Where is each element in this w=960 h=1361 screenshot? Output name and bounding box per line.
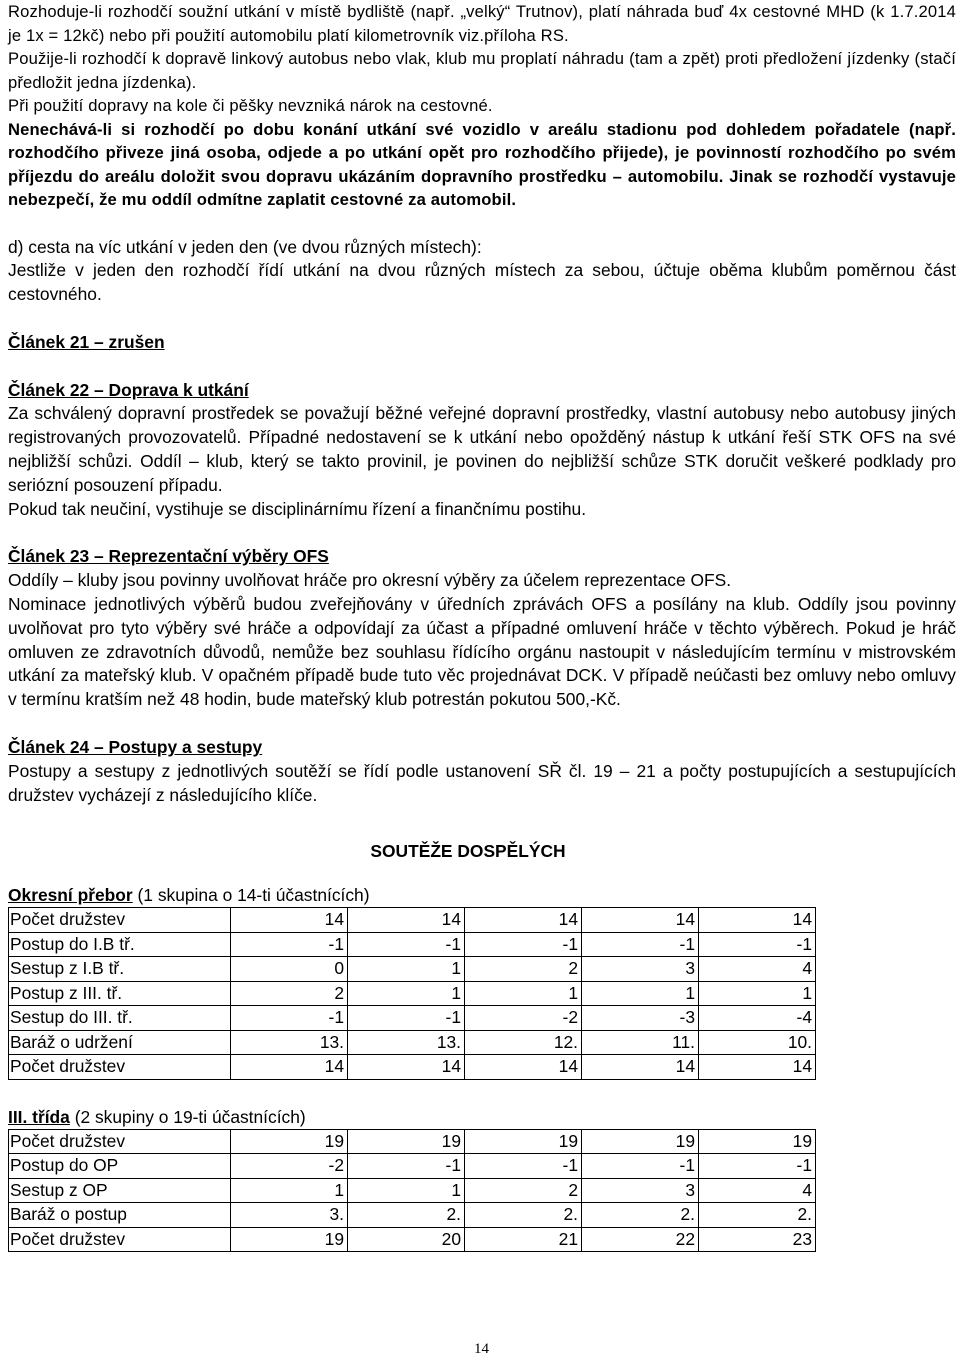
article-24-text: Postupy a sestupy z jednotlivých soutěží se řídí podle ustanovení SŘ čl. 19 – 21 a počty postupujících a sestupujících družstev vycházejí z následujícího klíče.	[8, 760, 956, 805]
table-cell: 14	[699, 908, 816, 933]
table-cell: -1	[231, 932, 348, 957]
table-cell: 1	[348, 1178, 465, 1203]
table-cell: 21	[465, 1227, 582, 1252]
row-label: Postup do I.B tř.	[9, 932, 231, 957]
okresni-prebor-table	[8, 907, 816, 1080]
intro-paragraph-2: Použije-li rozhodčí k dopravě linkový autobus nebo vlak, klub mu proplatí náhradu (tam a zpět) proti předložení jízdenky (stačí předložit jedna jízdenka).	[8, 49, 956, 92]
table-cell: 13.	[348, 1030, 465, 1055]
table-cell: -1	[699, 932, 816, 957]
table-cell: 2	[465, 1178, 582, 1203]
table-cell: 14	[231, 1055, 348, 1080]
table-cell: -1	[699, 1154, 816, 1179]
table-cell: 0	[231, 957, 348, 982]
table-row	[9, 932, 816, 957]
table-cell: 4	[699, 957, 816, 982]
table-cell: -1	[582, 932, 699, 957]
intro-paragraph-3: Při použití dopravy na kole či pěšky nevzniká nárok na cestovné.	[8, 96, 493, 115]
document-page	[8, 0, 956, 1252]
table-row	[9, 1006, 816, 1031]
row-label: Baráž o postup	[9, 1203, 231, 1228]
table-cell: -1	[465, 1154, 582, 1179]
table-row	[9, 1227, 816, 1252]
table-cell: 19	[231, 1227, 348, 1252]
table-cell: -1	[231, 1006, 348, 1031]
table-cell: 14	[582, 908, 699, 933]
section-d-text: Jestliže v jeden den rozhodčí řídí utkání na dvou různých místech za sebou, účtuje oběma klubům poměrnou část cestovného.	[8, 260, 956, 305]
table-cell: 2	[465, 957, 582, 982]
table-cell: 13.	[231, 1030, 348, 1055]
table-cell: 12.	[465, 1030, 582, 1055]
row-label: Počet družstev	[9, 1129, 231, 1154]
table-cell: 14	[582, 1055, 699, 1080]
table-cell: 19	[699, 1129, 816, 1154]
table-cell: -1	[582, 1154, 699, 1179]
article-22-text: Za schválený dopravní prostředek se považují běžné veřejné dopravní prostředky, vlastní autobusy nebo autobusy jiných registrovaných provozovatelů. Případné nedostavení se k utkání nebo opožděný nástup k utkání řeší STK OFS na své nejbližší schůzi. Oddíl – klub, který se takto provinil, je povinen do nejbližší schůze STK doručit veškeré podklady pro seriózní posouzení případu.	[8, 403, 956, 495]
table-cell: 19	[465, 1129, 582, 1154]
table-cell: 1	[348, 981, 465, 1006]
table-cell: -1	[348, 1006, 465, 1031]
table-row	[9, 1178, 816, 1203]
table-cell: 3	[582, 957, 699, 982]
table-cell: -1	[465, 932, 582, 957]
table-cell: 2	[231, 981, 348, 1006]
article-23-line-1: Oddíly – kluby jsou povinny uvolňovat hráče pro okresní výběry za účelem reprezentace OFS.	[8, 570, 732, 591]
table-cell: 10.	[699, 1030, 816, 1055]
table-cell: -2	[231, 1154, 348, 1179]
article-24-heading: Článek 24 – Postupy a sestupy	[8, 737, 263, 758]
table-cell: 19	[582, 1129, 699, 1154]
table-row	[9, 908, 816, 933]
table-cell: 14	[465, 1055, 582, 1080]
table-caption: Okresní přebor (1 skupina o 14-ti účastnících)	[8, 885, 370, 906]
row-label: Sestup z I.B tř.	[9, 957, 231, 982]
table-cell: 3	[582, 1178, 699, 1203]
table-cell: 2.	[348, 1203, 465, 1228]
table-cell: 4	[699, 1178, 816, 1203]
row-label: Počet družstev	[9, 908, 231, 933]
row-label: Postup z III. tř.	[9, 981, 231, 1006]
table-cell: 1	[582, 981, 699, 1006]
row-label: Počet družstev	[9, 1227, 231, 1252]
table-cell: 22	[582, 1227, 699, 1252]
table-cell: 14	[699, 1055, 816, 1080]
table-cell: 1	[231, 1178, 348, 1203]
table-row	[9, 1055, 816, 1080]
table-cell: 20	[348, 1227, 465, 1252]
table-row	[9, 981, 816, 1006]
table-cell: -1	[348, 1154, 465, 1179]
table-cell: 14	[348, 908, 465, 933]
intro-paragraph-1: Rozhoduje-li rozhodčí soužní utkání v místě bydliště (např. „velký“ Trutnov), platí náhrada buď 4x cestovné MHD (k 1.7.2014 je 1x = 12kč) nebo při použití automobilu platí kilometrovník viz.příloha RS.	[8, 2, 956, 45]
table-row	[9, 1030, 816, 1055]
table-row	[9, 957, 816, 982]
table-cell: 23	[699, 1227, 816, 1252]
row-label: Sestup do III. tř.	[9, 1006, 231, 1031]
intro-bold-paragraph: Nenechává-li si rozhodčí po dobu konání utkání své vozidlo v areálu stadionu pod dohledem pořadatele (např. rozhodčího přiveze jiná osoba, odjede a po utkání opět pro rozhodčího přijede), je povinností rozhodčího po svém příjezdu do areálu doložit svou dopravu ukázáním dopravního prostředku – automobilu. Jinak se rozhodčí vystavuje nebezpečí, že mu oddíl odmítne zaplatit cestovné za automobil.	[8, 119, 956, 209]
table-cell: 3.	[231, 1203, 348, 1228]
table-caption: III. třída (2 skupiny o 19-ti účastnících)	[8, 1106, 306, 1127]
section-d-title: d) cesta na víc utkání v jeden den (ve dvou různých místech):	[8, 236, 482, 257]
table-cell: 2.	[699, 1203, 816, 1228]
table-cell: -4	[699, 1006, 816, 1031]
table-cell: -2	[465, 1006, 582, 1031]
key-title: SOUTĚŽE DOSPĚLÝCH	[370, 841, 566, 862]
table-cell: 2.	[465, 1203, 582, 1228]
article-23-heading: Článek 23 – Reprezentační výběry OFS	[8, 546, 329, 567]
iii-trida-table	[8, 1129, 816, 1253]
table-cell: 1	[348, 957, 465, 982]
table-cell: 19	[231, 1129, 348, 1154]
table-row	[9, 1203, 816, 1228]
table-cell: 14	[465, 908, 582, 933]
row-label: Baráž o udržení	[9, 1030, 231, 1055]
article-22-text-2: Pokud tak neučiní, vystihuje se disciplinárnímu řízení a finančnímu postihu.	[8, 498, 587, 519]
table-cell: -3	[582, 1006, 699, 1031]
table-cell: 14	[348, 1055, 465, 1080]
article-23-line-2: Nominace jednotlivých výběrů budou zveřejňovány v úředních zprávách OFS a posílány na klub. Oddíly jsou povinny uvolňovat pro tyto výběry své hráče a odpovídají za účast a případné omluvení hráče v těchto výběrech. Pokud je hráč omluven ze zdravotních důvodů, nemůže bez souhlasu řídícího orgánu nastoupit v následujícím termínu v mistrovském utkání za mateřský klub. V opačném případě bude tuto věc projednávat DCK. V případě neúčasti bez omluvy nebo omluvy v termínu kratším než 48 hodin, bude mateřský klub potrestán pokutou 500,-Kč.	[8, 594, 956, 710]
table-cell: -1	[348, 932, 465, 957]
table-row	[9, 1154, 816, 1179]
table-cell: 19	[348, 1129, 465, 1154]
article-22-heading: Článek 22 – Doprava k utkání	[8, 379, 249, 400]
table-cell: 14	[231, 908, 348, 933]
table-cell: 2.	[582, 1203, 699, 1228]
row-label: Sestup z OP	[9, 1178, 231, 1203]
row-label: Počet družstev	[9, 1055, 231, 1080]
row-label: Postup do OP	[9, 1154, 231, 1179]
table-cell: 1	[465, 981, 582, 1006]
table-cell: 1	[699, 981, 816, 1006]
article-21-heading: Článek 21 – zrušen	[8, 331, 165, 352]
page-number: 14	[474, 1341, 489, 1357]
table-row	[9, 1129, 816, 1154]
table-cell: 11.	[582, 1030, 699, 1055]
